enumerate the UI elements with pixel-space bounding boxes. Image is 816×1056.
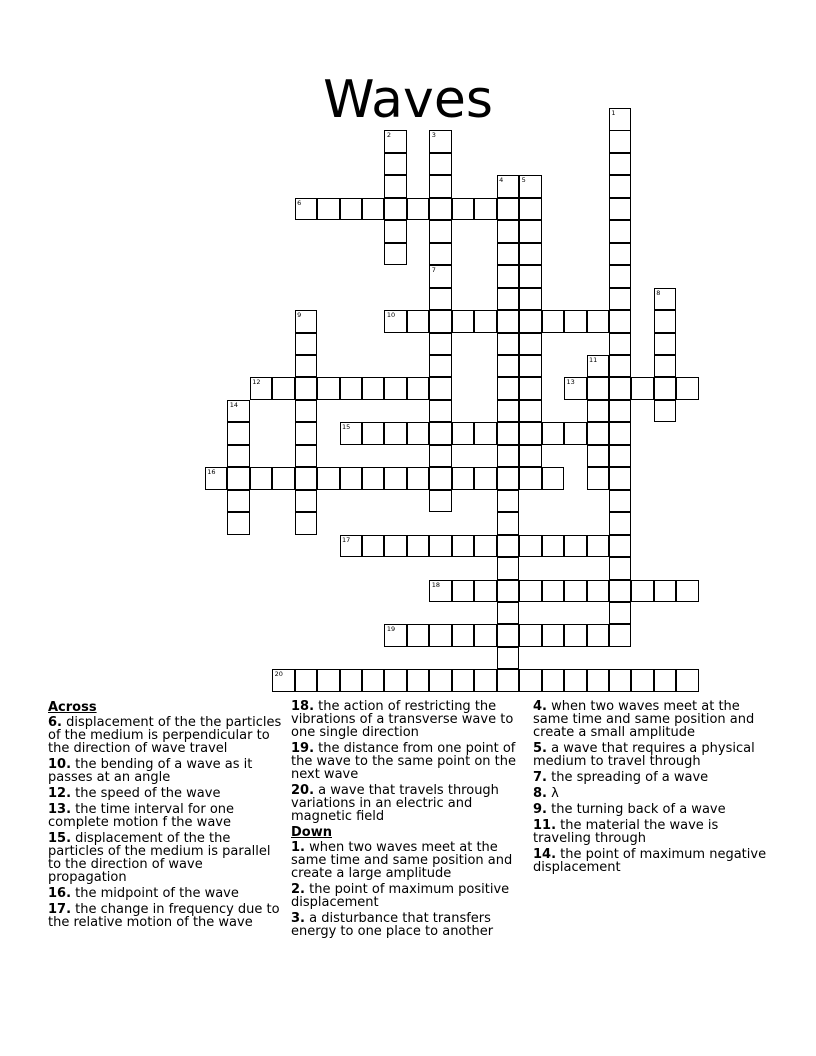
grid-cell[interactable] [542,535,565,558]
clue-across-16: 16. the midpoint of the wave [48,886,239,901]
cell-number: 16 [207,468,216,477]
cell-number: 14 [229,400,239,409]
grid-cell[interactable] [340,377,363,400]
grid-cell[interactable] [519,220,542,243]
grid-cell[interactable] [609,669,632,692]
grid-cell[interactable] [295,490,318,513]
grid-cell[interactable] [519,669,542,692]
grid-cell[interactable] [654,669,677,692]
grid-cell[interactable] [340,669,363,692]
clue-down-11: 11. the material the wave is traveling through [533,818,719,846]
grid-cell[interactable] [609,512,632,535]
cell-number: 13 [566,378,575,387]
clue-across-20: 20. a wave that travels through variations in an electric and magnetic field [291,783,499,824]
grid-cell[interactable] [564,310,587,333]
grid-cell[interactable] [317,467,340,490]
grid-cell[interactable] [676,377,699,400]
grid-cell[interactable] [519,333,542,356]
grid-cell[interactable] [295,310,318,333]
clue-down-9: 9. the turning back of a wave [533,802,726,817]
grid-cell[interactable] [429,265,452,288]
grid-cell[interactable] [497,647,520,670]
grid-cell[interactable] [497,535,520,558]
grid-cell[interactable] [654,377,677,400]
grid-cell[interactable] [587,580,610,603]
grid-cell[interactable] [654,288,677,311]
clue-down-7: 7. the spreading of a wave [533,770,709,785]
grid-cell[interactable] [362,669,385,692]
clue-across-10: 10. the bending of a wave as it passes at an angle [48,757,253,785]
grid-cell[interactable] [340,198,363,221]
grid-cell[interactable] [474,580,497,603]
grid-cell[interactable] [609,580,632,603]
grid-cell[interactable] [362,422,385,445]
grid-cell[interactable] [317,198,340,221]
grid-cell[interactable] [250,377,273,400]
grid-cell[interactable] [497,265,520,288]
grid-cell[interactable] [654,400,677,423]
grid-cell[interactable] [384,310,407,333]
grid-cell[interactable] [295,333,318,356]
grid-cell[interactable] [429,377,452,400]
grid-cell[interactable] [384,175,407,198]
grid-cell[interactable] [542,624,565,647]
grid-cell[interactable] [295,198,318,221]
grid-cell[interactable] [519,377,542,400]
grid-cell[interactable] [654,580,677,603]
grid-cell[interactable] [452,535,475,558]
grid-cell[interactable] [497,310,520,333]
grid-cell[interactable] [272,377,295,400]
grid-cell[interactable] [497,175,520,198]
grid-cell[interactable] [519,243,542,266]
grid-cell[interactable] [587,400,610,423]
cell-number: 19 [386,625,396,634]
grid-cell[interactable] [295,355,318,378]
grid-cell[interactable] [407,669,430,692]
grid-cell[interactable] [452,580,475,603]
grid-cell[interactable] [384,153,407,176]
grid-cell[interactable] [497,333,520,356]
grid-cell[interactable] [452,669,475,692]
grid-cell[interactable] [429,490,452,513]
grid-cell[interactable] [429,243,452,266]
grid-cell[interactable] [429,130,452,153]
grid-cell[interactable] [564,669,587,692]
cell-number: 11 [589,355,598,364]
grid-cell[interactable] [609,288,632,311]
grid-cell[interactable] [609,624,632,647]
clue-across-13: 13. the time interval for one complete motion f the wave [48,802,235,830]
cell-number: 6 [297,198,302,207]
grid-cell[interactable] [295,422,318,445]
grid-cell[interactable] [609,557,632,580]
grid-cell[interactable] [497,355,520,378]
grid-cell[interactable] [384,130,407,153]
grid-cell[interactable] [519,175,542,198]
clue-across-18: 18. the action of restricting the vibrations of a transverse wave to one single direction [291,699,514,740]
grid-cell[interactable] [609,310,632,333]
grid-cell[interactable] [609,198,632,221]
grid-cell[interactable] [564,580,587,603]
grid-cell[interactable] [429,220,452,243]
clue-column-3 [533,700,773,877]
grid-cell[interactable] [519,624,542,647]
grid-cell[interactable] [429,669,452,692]
grid-cell[interactable] [519,400,542,423]
cell-number: 10 [386,311,396,319]
grid-cell[interactable] [609,467,632,490]
grid-cell[interactable] [429,175,452,198]
clue-down-5: 5. a wave that requires a physical medium to travel through [533,741,755,769]
grid-cell[interactable] [519,467,542,490]
cell-number: 7 [431,266,436,275]
grid-cell[interactable] [497,602,520,625]
grid-cell[interactable] [519,310,542,333]
grid-cell[interactable] [609,490,632,513]
grid-cell[interactable] [295,445,318,468]
cell-number: 4 [499,176,504,185]
grid-cell[interactable] [609,445,632,468]
grid-cell[interactable] [587,377,610,400]
grid-cell[interactable] [362,377,385,400]
grid-cell[interactable] [587,669,610,692]
grid-cell[interactable] [564,535,587,558]
grid-cell[interactable] [407,535,430,558]
grid-cell[interactable] [295,512,318,535]
grid-cell[interactable] [429,310,452,333]
grid-cell[interactable] [609,400,632,423]
clue-across-6: 6. displacement of the the particles of the medium is perpendicular to the direction of wave travel [48,715,282,756]
grid-cell[interactable] [497,243,520,266]
grid-cell[interactable] [295,400,318,423]
grid-cell[interactable] [542,467,565,490]
grid-cell[interactable] [519,265,542,288]
grid-cell[interactable] [272,467,295,490]
grid-cell[interactable] [676,669,699,692]
grid-cell[interactable] [295,669,318,692]
grid-cell[interactable] [317,669,340,692]
grid-cell[interactable] [497,557,520,580]
grid-cell[interactable] [340,467,363,490]
across-heading: Across [48,700,97,715]
grid-cell[interactable] [519,535,542,558]
grid-cell[interactable] [474,467,497,490]
grid-cell[interactable] [384,220,407,243]
grid-cell[interactable] [452,198,475,221]
grid-cell[interactable] [452,422,475,445]
grid-cell[interactable] [407,624,430,647]
grid-cell[interactable] [654,333,677,356]
grid-cell[interactable] [609,377,632,400]
grid-cell[interactable] [384,243,407,266]
grid-cell[interactable] [429,333,452,356]
grid-cell[interactable] [384,669,407,692]
clue-across-19: 19. the distance from one point of the wave to the same point on the next wave [291,741,517,782]
grid-cell[interactable] [295,377,318,400]
grid-cell[interactable] [609,355,632,378]
cell-number: 17 [342,535,351,544]
clue-down-1: 1. when two waves meet at the same time and same position and create a large amplitude [291,840,513,881]
grid-cell[interactable] [227,445,250,468]
grid-cell[interactable] [474,624,497,647]
grid-cell[interactable] [429,288,452,311]
grid-cell[interactable] [497,220,520,243]
grid-cell[interactable] [429,467,452,490]
grid-cell[interactable] [227,490,250,513]
grid-cell[interactable] [519,288,542,311]
grid-cell[interactable] [474,669,497,692]
grid-cell[interactable] [519,198,542,221]
grid-cell[interactable] [497,580,520,603]
grid-cell[interactable] [407,198,430,221]
cell-number: 15 [342,423,351,432]
cell-number: 9 [297,311,302,319]
grid-cell[interactable] [587,467,610,490]
grid-cell[interactable] [587,355,610,378]
cell-number: 3 [431,131,436,140]
grid-cell[interactable] [542,669,565,692]
cell-number: 12 [252,378,261,387]
grid-cell[interactable] [609,265,632,288]
grid-cell[interactable] [609,108,632,131]
grid-cell[interactable] [384,377,407,400]
grid-cell[interactable] [497,198,520,221]
grid-cell[interactable] [474,535,497,558]
cell-number: 2 [386,131,392,140]
grid-cell[interactable] [631,580,654,603]
grid-cell[interactable] [609,422,632,445]
grid-cell[interactable] [609,130,632,153]
grid-cell[interactable] [609,220,632,243]
grid-cell[interactable] [497,288,520,311]
grid-cell[interactable] [407,467,430,490]
grid-cell[interactable] [362,198,385,221]
grid-cell[interactable] [384,624,407,647]
grid-cell[interactable] [340,422,363,445]
grid-cell[interactable] [631,669,654,692]
grid-cell[interactable] [452,310,475,333]
grid-cell[interactable] [227,400,250,423]
grid-cell[interactable] [587,624,610,647]
grid-cell[interactable] [474,310,497,333]
grid-cell[interactable] [587,310,610,333]
cell-number: 1 [611,109,616,117]
grid-cell[interactable] [631,377,654,400]
grid-cell[interactable] [429,198,452,221]
grid-cell[interactable] [542,310,565,333]
grid-cell[interactable] [227,422,250,445]
grid-cell[interactable] [676,580,699,603]
grid-cell[interactable] [340,535,363,558]
grid-cell[interactable] [452,467,475,490]
grid-cell[interactable] [497,422,520,445]
grid-cell[interactable] [564,422,587,445]
grid-cell[interactable] [272,669,295,692]
grid-cell[interactable] [519,355,542,378]
grid-cell[interactable] [407,422,430,445]
grid-cell[interactable] [542,422,565,445]
clue-down-8: 8. λ [533,786,559,801]
grid-cell[interactable] [429,445,452,468]
clue-column-2 [291,700,527,941]
grid-cell[interactable] [384,198,407,221]
grid-cell[interactable] [295,467,318,490]
grid-cell[interactable] [384,422,407,445]
grid-cell[interactable] [452,624,475,647]
grid-cell[interactable] [384,467,407,490]
grid-cell[interactable] [587,422,610,445]
puzzle-title: Waves [323,69,493,130]
clue-down-4: 4. when two waves meet at the same time and same position and create a small amplitude [533,699,755,740]
grid-cell[interactable] [497,377,520,400]
clue-column-1 [48,700,284,932]
grid-cell[interactable] [587,535,610,558]
grid-cell[interactable] [227,467,250,490]
grid-cell[interactable] [227,512,250,535]
grid-cell[interactable] [474,198,497,221]
grid-cell[interactable] [542,580,565,603]
grid-cell[interactable] [497,512,520,535]
down-heading: Down [291,825,332,840]
grid-cell[interactable] [609,153,632,176]
cell-number: 5 [521,176,526,185]
grid-cell[interactable] [497,490,520,513]
grid-cell[interactable] [362,535,385,558]
grid-cell[interactable] [519,422,542,445]
clue-down-3: 3. a disturbance that transfers energy to one place to another [291,911,494,939]
clue-across-15: 15. displacement of the the particles of the medium is parallel to the direction of wave propagation [48,831,271,885]
grid-cell[interactable] [407,310,430,333]
grid-cell[interactable] [497,467,520,490]
grid-cell[interactable] [317,377,340,400]
cell-number: 8 [656,288,661,297]
grid-cell[interactable] [587,445,610,468]
grid-cell[interactable] [564,377,587,400]
clue-across-17: 17. the change in frequency due to the relative motion of the wave [48,902,280,930]
grid-cell[interactable] [564,624,587,647]
grid-cell[interactable] [519,580,542,603]
grid-cell[interactable] [429,355,452,378]
grid-cell[interactable] [497,624,520,647]
grid-cell[interactable] [429,400,452,423]
grid-cell[interactable] [654,355,677,378]
cell-number: 20 [274,670,283,679]
grid-cell[interactable] [519,445,542,468]
clue-across-12: 12. the speed of the wave [48,786,221,801]
grid-cell[interactable] [205,467,228,490]
cell-number: 18 [431,580,441,589]
grid-cell[interactable] [609,175,632,198]
grid-cell[interactable] [362,467,385,490]
grid-cell[interactable] [474,422,497,445]
grid-cell[interactable] [609,243,632,266]
grid-cell[interactable] [429,535,452,558]
grid-cell[interactable] [429,624,452,647]
clue-down-2: 2. the point of maximum positive displacement [291,882,510,910]
grid-cell[interactable] [429,422,452,445]
grid-cell[interactable] [497,669,520,692]
grid-cell[interactable] [384,535,407,558]
grid-cell[interactable] [250,467,273,490]
clue-down-14: 14. the point of maximum negative displacement [533,847,767,875]
grid-cell[interactable] [497,445,520,468]
grid-cell[interactable] [497,400,520,423]
grid-cell[interactable] [654,310,677,333]
grid-cell[interactable] [429,580,452,603]
grid-cell[interactable] [429,153,452,176]
grid-cell[interactable] [609,333,632,356]
grid-cell[interactable] [609,535,632,558]
grid-cell[interactable] [609,602,632,625]
grid-cell[interactable] [407,377,430,400]
